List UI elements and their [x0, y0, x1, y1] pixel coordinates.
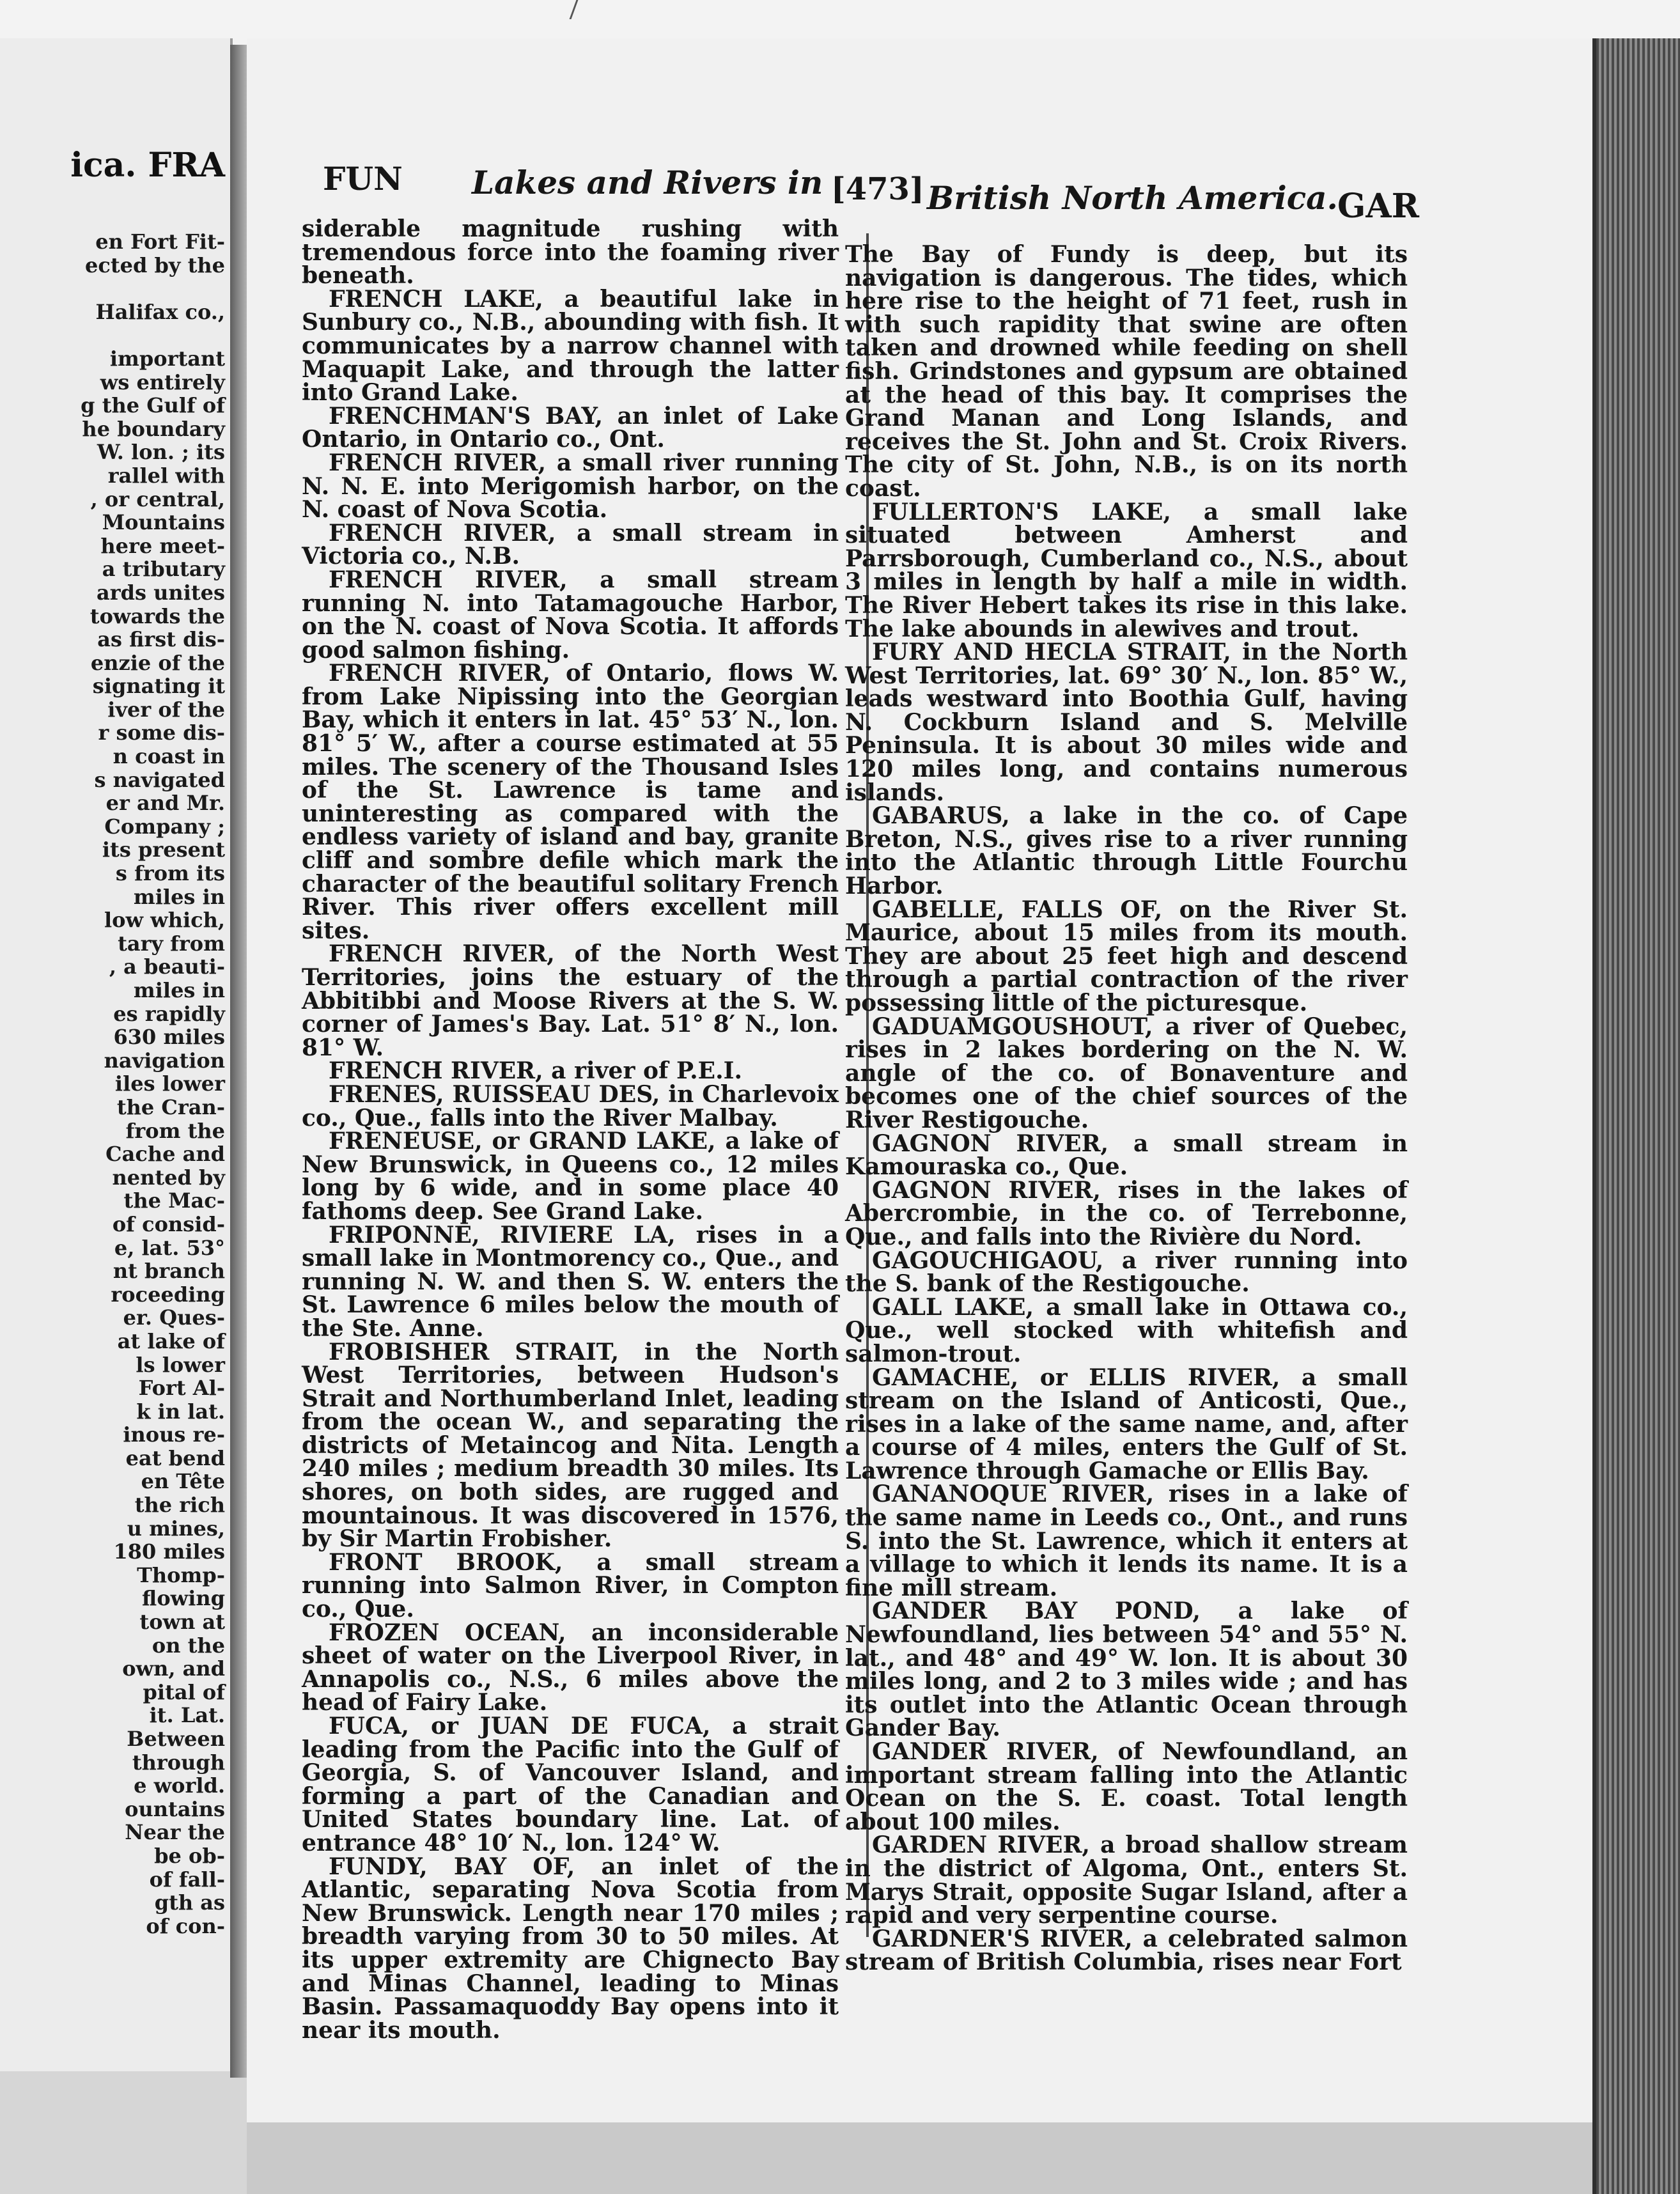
gazetteer-entry: GANDER BAY POND, a lake of Newfoundland, lies between 54° and 55° N. lat., and 48° and 49° W. lon. It is about 30 miles long, and 2 to 3 miles wide ; and has its outlet into the Atlantic Ocean through Gander Bay. — [845, 1598, 1408, 1742]
gazetteer-entry: FROZEN OCEAN, an inconsiderable sheet of water on the Liverpool River, in Annapolis co., N.S., 6 miles above the head of Fairy Lake. — [302, 1619, 839, 1716]
facing-page-line: Company ; — [104, 814, 225, 839]
running-title-right: British North America. — [927, 179, 1338, 217]
facing-page-line: nented by — [112, 1165, 225, 1190]
facing-page-line: miles in — [133, 884, 225, 909]
page-number: [473] — [831, 171, 924, 207]
gazetteer-entry: FRENEUSE, or GRAND LAKE, a lake of New Brunswick, in Queens co., 12 miles long by 6 wide, and in some place 40 fathoms deep. See Grand Lake. — [302, 1128, 839, 1225]
gazetteer-entry: FRENCHMAN'S BAY, an inlet of Lake Ontario, in Ontario co., Ont. — [302, 402, 839, 453]
facing-page-line: Thomp- — [137, 1562, 225, 1587]
facing-page-line: rallel with — [107, 463, 225, 488]
gazetteer-entry: GAMACHE, or ELLIS RIVER, a small stream on the Island of Anticosti, Que., rises in a lake of the same name, and, after a course of 4 miles, enters the Gulf of St. Lawrence through Gamache or Ellis Bay. — [845, 1364, 1408, 1484]
facing-page-line: pital of — [143, 1679, 225, 1704]
facing-page-line: en Tête — [141, 1469, 225, 1494]
facing-page-line: ls lower — [136, 1352, 225, 1377]
facing-page-line: iles lower — [114, 1071, 225, 1096]
book-gutter — [230, 45, 247, 2078]
facing-page-line: important — [109, 346, 225, 371]
facing-page-line: Mountains — [102, 510, 225, 535]
facing-page-line: gth as — [154, 1890, 225, 1915]
facing-page-line: of consid- — [112, 1211, 225, 1236]
gazetteer-entry: FRENCH RIVER, a small river running N. N. E. into Merigomish harbor, on the N. coast of Nova Scotia. — [302, 449, 839, 524]
facing-page-line: of fall- — [149, 1867, 225, 1892]
facing-page-line: the Mac- — [123, 1188, 225, 1213]
facing-page-line: 630 miles — [113, 1025, 225, 1050]
facing-page-line: ountains — [125, 1796, 225, 1821]
facing-page-line: ected by the — [84, 253, 225, 277]
gazetteer-entry: FROBISHER STRAIT, in the North West Territories, between Hudson's Strait and Northumberland Inlet, leading from the ocean W., and separating the districts of Metaincog and Nita. Length 240 miles ; medium breadth 30 miles. Its shores, on both sides, are rugged and mountainous. It was discovered in 1576, by Sir Martin Frobisher. — [302, 1338, 839, 1553]
facing-page-line: own, and — [122, 1656, 225, 1681]
gazetteer-entry: FRENCH RIVER, of Ontario, flows W. from Lake Nipissing into the Georgian Bay, which it enters in lat. 45° 53′ N., lon. 81° 5′ W., after a course estimated at 55 miles. The scenery of the Thousand Isles of the St. Lawrence is tame and uninteresting as compared with the endless variety of island and bay, granite cliff and sombre defile which mark the character of the beautiful solitary French River. This river offers excellent mill sites. — [302, 660, 839, 944]
facing-page-line: the rich — [134, 1493, 225, 1518]
gazetteer-entry: FULLERTON'S LAKE, a small lake situated between Amherst and Parrsborough, Cumberland co., N.S., about 3 miles in length by half a mile in width. The River Hebert takes its rise in this lake. The lake abounds in alewives and trout. — [845, 498, 1408, 642]
page-bottom-margin — [247, 2122, 1592, 2194]
facing-page-line: s navigated — [94, 767, 225, 792]
facing-page-line: here meet- — [100, 533, 225, 558]
facing-page-line — [81, 277, 225, 300]
gazetteer-entry: FRENCH LAKE, a beautiful lake in Sunbury co., N.B., abounding with fish. It communicates by a narrow channel with Maquapit Lake, and through the latter into Grand Lake. — [302, 285, 839, 407]
running-title-left: Lakes and Rivers in — [472, 164, 823, 201]
facing-page-line: e, lat. 53° — [114, 1235, 225, 1260]
facing-page-line: as first dis- — [97, 627, 225, 652]
facing-page-line: he boundary — [82, 416, 225, 441]
facing-page-line: signating it — [92, 674, 225, 699]
gazetteer-entry: GADUAMGOUSHOUT, a river of Quebec, rises in 2 lakes bordering on the N. W. angle of the co. of Bonaventure and becomes one of the chief sources of the River Restigouche. — [845, 1013, 1408, 1133]
facing-page-line: flowing — [142, 1586, 225, 1611]
facing-page-line: ws entirely — [100, 370, 225, 394]
gazetteer-entry: The Bay of Fundy is deep, but its navigation is dangerous. The tides, which here rise to the height of 71 feet, rush in with such rapidity that swine are often taken and drowned while feeding on shell fish. Grindstones and gypsum are obtained at the head of this bay. It comprises the Grand Manan and Long Islands, and receives the St. John and St. Croix Rivers. The city of St. John, N.B., is on its north coast. — [845, 241, 1408, 502]
text-column-left — [302, 217, 839, 2042]
gazetteer-entry: GANANOQUE RIVER, rises in a lake of the same name in Leeds co., Ont., and runs S. into the St. Lawrence, which it enters at a village to which it lends its name. It is a fine mill stream. — [845, 1481, 1408, 1601]
gazetteer-entry: FURY AND HECLA STRAIT, in the North West Territories, lat. 69° 30′ N., lon. 85° W., leads westward into Boothia Gulf, having N. Cockburn Island and S. Melville Peninsula. It is about 30 miles wide and 120 miles long, and contains numerous islands. — [845, 639, 1408, 806]
facing-page-line: low which, — [104, 908, 225, 933]
gazetteer-entry: FRONT BROOK, a small stream running into Salmon River, in Compton co., Que. — [302, 1548, 839, 1623]
facing-page-line: on the — [152, 1633, 225, 1658]
gazetteer-entry: FRENCH RIVER, a small stream running N. into Tatamagouche Harbor, on the N. coast of Nova Scotia. It affords good salmon fishing. — [302, 566, 839, 664]
facing-page-line: at lake of — [117, 1328, 225, 1353]
facing-page-line: iver of the — [107, 697, 225, 722]
gazetteer-entry: GAGOUCHIGAOU, a river running into the S. bank of the Restigouche. — [845, 1247, 1408, 1298]
facing-page-line: tary from — [118, 931, 225, 956]
facing-page-line: Between — [127, 1727, 225, 1751]
facing-page-line: through — [132, 1750, 225, 1775]
book-page-edges — [1592, 38, 1680, 2194]
facing-page-line: town at — [139, 1610, 225, 1635]
text-column-right — [845, 243, 1408, 1974]
facing-page-line: of con- — [146, 1913, 225, 1938]
gazetteer-entry: GARDNER'S RIVER, a celebrated salmon stream of British Columbia, rises near Fort — [845, 1925, 1408, 1976]
facing-page-line: , a beauti- — [109, 954, 225, 979]
facing-page-text — [81, 230, 225, 1938]
facing-page-line: the Cran- — [116, 1094, 225, 1119]
facing-page-line: u mines, — [127, 1516, 225, 1541]
facing-page-line: navigation — [104, 1048, 225, 1073]
facing-page-left — [0, 38, 233, 2071]
facing-page-running-head: ica. FRA — [70, 146, 225, 185]
facing-page-line: s from its — [115, 861, 225, 886]
gazetteer-entry: GABARUS, a lake in the co. of Cape Breton, N.S., gives rise to a river running into the Atlantic through Little Fourchu Harbor. — [845, 802, 1408, 900]
gazetteer-entry: FRENCH RIVER, a small stream in Victoria co., N.B. — [302, 519, 839, 570]
facing-page-line: Halifax co., — [95, 299, 225, 324]
gazetteer-entry: FUNDY, BAY OF, an inlet of the Atlantic, separating Nova Scotia from New Brunswick. Length near 170 miles ; breadth varying from 30 to 50 miles. At its upper extremity are Chignecto Bay and Minas Channel, leading to Minas Basin. Passamaquoddy Bay opens into it near its mouth. — [302, 1853, 839, 2044]
facing-page-line: Near the — [125, 1820, 225, 1845]
gazetteer-entry: GARDEN RIVER, a broad shallow stream in the district of Algoma, Ont., enters St. Marys Strait, opposite Sugar Island, after a rapid and very serpentine course. — [845, 1832, 1408, 1929]
facing-page-line: en Fort Fit- — [95, 230, 225, 254]
facing-page-line: towards the — [89, 603, 225, 628]
facing-page-line: be ob- — [154, 1843, 225, 1868]
facing-page-line: Cache and — [105, 1142, 225, 1167]
gazetteer-entry: FRENES, RUISSEAU DES, in Charlevoix co., Que., falls into the River Malbay. — [302, 1080, 839, 1132]
facing-page-line: inous re- — [123, 1422, 225, 1447]
gazetteer-entry: FUCA, or JUAN DE FUCA, a strait leading from the Pacific into the Gulf of Georgia, S. of Vancouver Island, and forming a part of the Canadian and United States boundary line. Lat. of entrance 48° 10′ N., lon. 124° W. — [302, 1713, 839, 1856]
gazetteer-entry: FRENCH RIVER, a river of P.E.I. — [329, 1057, 742, 1085]
facing-page-line: it. Lat. — [149, 1703, 225, 1728]
gazetteer-entry: GANDER RIVER, of Newfoundland, an important stream falling into the Atlantic Ocean on the S. E. coast. Total length about 100 miles. — [845, 1738, 1408, 1835]
pen-mark — [570, 0, 587, 19]
facing-page-line: miles in — [133, 978, 225, 1002]
facing-page-line: es rapidly — [113, 1001, 225, 1026]
facing-page-line: Fort Al- — [138, 1376, 225, 1401]
facing-page-line: its present — [102, 837, 225, 862]
facing-page-line: ards unites — [97, 580, 225, 605]
facing-page-line: enzie of the — [90, 650, 225, 675]
facing-page-line: er and Mr. — [105, 791, 225, 816]
gazetteer-entry: siderable magnitude rushing with tremendous force into the foaming river beneath. — [302, 215, 839, 290]
facing-page-line: , or central, — [90, 486, 225, 511]
facing-page-line: 180 miles — [113, 1539, 225, 1564]
gazetteer-entry: GABELLE, FALLS OF, on the River St. Maurice, about 15 miles from its mouth. They are about 25 feet high and descend through a partial contraction of the river possessing little of the picturesque. — [845, 896, 1408, 1016]
gazetteer-entry: GAGNON RIVER, rises in the lakes of Abercrombie, in the co. of Terrebonne, Que., and falls into the Rivière du Nord. — [845, 1176, 1408, 1250]
gazetteer-entry: FRENCH RIVER, of the North West Territories, joins the estuary of the Abbitibbi and Moose Rivers at the S. W. corner of James's Bay. Lat. 51° 8′ N., lon. 81° W. — [302, 940, 839, 1061]
facing-page-line: W. lon. ; its — [97, 440, 225, 465]
facing-page-line — [81, 323, 225, 347]
facing-page-line: r some dis- — [98, 720, 225, 745]
facing-page-line: n coast in — [113, 744, 225, 769]
running-head-right-word: GAR — [1337, 187, 1419, 226]
gazetteer-entry: FRIPONNE, RIVIERE LA, rises in a small lake in Montmorency co., Que., and running N. W. and then S. W. enters the St. Lawrence 6 miles below the mouth of the Ste. Anne. — [302, 1221, 839, 1342]
facing-page-line: from the — [125, 1118, 225, 1143]
running-head-left-word: FUN — [323, 160, 403, 198]
facing-page-line: a tributary — [102, 557, 225, 582]
facing-page-line: roceeding — [111, 1282, 225, 1307]
facing-page-line: er. Ques- — [123, 1305, 225, 1330]
facing-page-line: e world. — [134, 1773, 225, 1798]
facing-page-line: g the Gulf of — [81, 393, 225, 418]
facing-page-line: eat bend — [125, 1445, 225, 1470]
facing-page-line: nt branch — [113, 1259, 225, 1284]
gazetteer-entry: GALL LAKE, a small lake in Ottawa co., Que., well stocked with whitefish and salmon-trout. — [845, 1293, 1408, 1367]
facing-page-line: k in lat. — [136, 1399, 225, 1424]
gazetteer-entry: GAGNON RIVER, a small stream in Kamouraska co., Que. — [845, 1130, 1408, 1181]
